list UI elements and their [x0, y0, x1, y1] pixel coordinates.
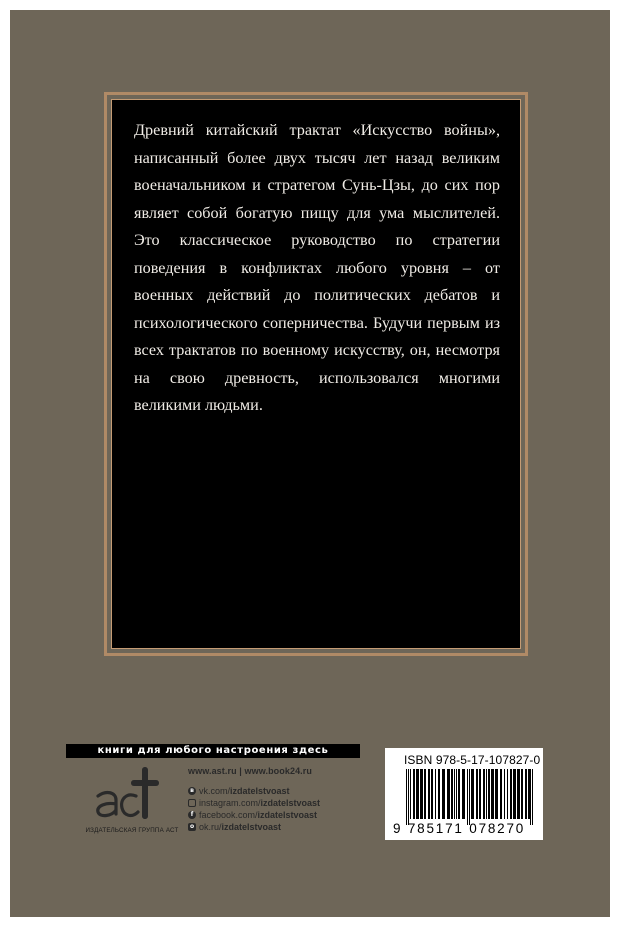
barcode-bar [517, 769, 520, 819]
barcode-bar [456, 769, 457, 819]
barcode-bar [510, 769, 512, 819]
barcode-bar [410, 769, 411, 819]
barcode-bar [483, 769, 485, 819]
social-link-vk[interactable] [188, 785, 363, 797]
barcode-bar [416, 769, 419, 819]
social-handle: izdatelstvoast [221, 822, 282, 832]
barcode-bar [420, 769, 423, 819]
barcode-bar [438, 769, 440, 819]
barcode-guard-bar [406, 769, 407, 825]
barcode-bar [479, 769, 481, 819]
websites[interactable]: www.ast.ru | www.book24.ru [188, 766, 312, 776]
publisher-logo [76, 764, 186, 840]
barcode-guard-bar [532, 769, 533, 825]
barcode-bar [435, 769, 436, 819]
barcode-bar [442, 769, 445, 819]
social-prefix: ok.ru/ [199, 822, 222, 832]
barcode-bar [528, 769, 530, 819]
barcode-bar [504, 769, 505, 819]
barcode-guard-bar [530, 769, 531, 825]
social-handle: izdatelstvoast [260, 798, 321, 808]
barcode-bar [488, 769, 490, 819]
barcode [404, 769, 536, 825]
ean-digits: 9 785171 078270 [393, 821, 526, 836]
instagram-icon [188, 799, 196, 807]
ast-logo-icon [86, 764, 176, 826]
barcode-bar [486, 769, 487, 819]
barcode-bar [454, 769, 455, 819]
isbn-barcode-box [385, 748, 543, 840]
social-handle: izdatelstvoast [257, 810, 318, 820]
barcode-bar [451, 769, 453, 819]
barcode-bar [413, 769, 415, 819]
blurb-frame [104, 92, 528, 656]
publisher-links [188, 766, 363, 833]
barcode-bar [500, 769, 502, 819]
social-handle: izdatelstvoast [230, 786, 290, 796]
barcode-guard-bar [467, 769, 468, 825]
barcode-guard-bar [469, 769, 470, 825]
barcode-bar [525, 769, 527, 819]
barcode-bar [513, 769, 516, 819]
barcode-guard-bar [408, 769, 409, 825]
social-link-instagram[interactable] [188, 797, 363, 809]
odnoklassniki-icon: o [189, 823, 195, 830]
blurb-panel [111, 99, 521, 649]
vk-icon: в [188, 787, 196, 795]
barcode-bar [471, 769, 474, 819]
barcode-bar [462, 769, 465, 819]
tagline-banner: книги для любого настроения здесь [66, 744, 360, 758]
barcode-bar [521, 769, 523, 819]
publisher-name: ИЗДАТЕЛЬСКАЯ ГРУППА АСТ [85, 827, 179, 834]
barcode-bar [428, 769, 430, 819]
blurb-text: Древний китайский трактат «Искусство войны», написанный более двух тысяч лет назад великим военачальником и стратегом Сунь-Цзы, до сих пор являет собой богатую пищу для ума мыслителей. Это классическое руководство по стратегии поведения в конфликтах любого уровня – от военных действий до политических дебатов и психологического соперничества. Будучи первым из всех трактатов по военному искусству, он, несмотря на свою древность, использовался многими великими людьми. [134, 121, 500, 414]
social-prefix: facebook.com/ [199, 810, 258, 820]
barcode-bar [491, 769, 494, 819]
isbn-label: ISBN 978-5-17-107827-0 [404, 753, 541, 767]
barcode-bar [495, 769, 498, 819]
barcode-bar [458, 769, 460, 819]
barcode-bar [476, 769, 478, 819]
social-link-odnoklassniki[interactable] [188, 821, 363, 833]
social-prefix: vk.com/ [199, 786, 231, 796]
barcode-bar [424, 769, 426, 819]
barcode-bar [507, 769, 508, 819]
barcode-bar [447, 769, 450, 819]
social-link-facebook[interactable] [188, 809, 363, 821]
facebook-icon: f [188, 811, 196, 819]
barcode-bar [431, 769, 433, 819]
social-prefix: instagram.com/ [199, 798, 261, 808]
